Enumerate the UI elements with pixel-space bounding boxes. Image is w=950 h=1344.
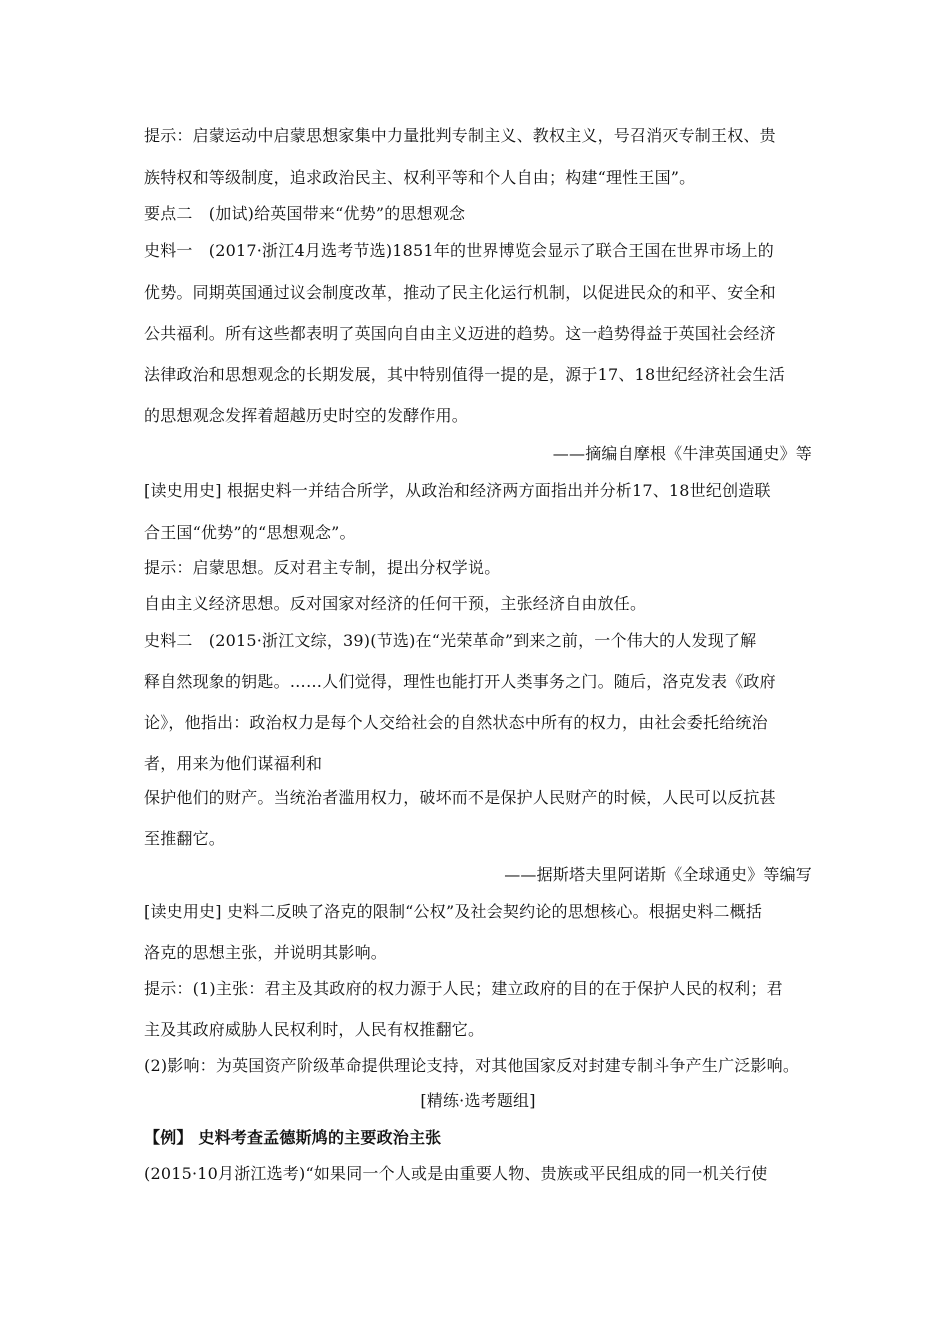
example-question-line: (2015·10月浙江选考)“如果同一个人或是由重要人物、贵族或平民组成的同一机关行使 [144, 1164, 768, 1183]
question-line: [读史用史] 根据史料一并结合所学，从政治和经济两方面指出并分析17、18世纪创造联 [144, 481, 771, 500]
hint-line: (2)影响：为英国资产阶级革命提供理论支持，对其他国家反对封建专制斗争产生广泛影响。 [144, 1056, 800, 1075]
citation: ——摘编自摩根《牛津英国通史》等 [552, 444, 812, 463]
source-material-line: 史料一 (2017·浙江4月选考节选)1851年的世界博览会显示了联合王国在世界市场上的 [144, 241, 774, 260]
source-material-line: 保护他们的财产。当统治者滥用权力，破坏而不是保护人民财产的时候，人民可以反抗甚 [144, 788, 776, 807]
source-material-line: 公共福利。所有这些都表明了英国向自由主义迈进的趋势。这一趋势得益于英国社会经济 [144, 324, 776, 343]
hint-line: 提示：启蒙思想。反对君主专制，提出分权学说。 [144, 558, 501, 577]
hint-line: 自由主义经济思想。反对国家对经济的任何干预，主张经济自由放任。 [144, 594, 647, 613]
source-material-line: 的思想观念发挥着超越历史时空的发酵作用。 [144, 406, 469, 425]
example-heading: 【例】 史料考查孟德斯鸠的主要政治主张 [144, 1128, 442, 1147]
source-material-line: 优势。同期英国通过议会制度改革，推动了民主化运行机制，以促进民众的和平、安全和 [144, 283, 776, 302]
hint-line: 提示：(1)主张：君主及其政府的权力源于人民；建立政府的目的在于保护人民的权利；君 [144, 979, 783, 998]
citation: ——据斯塔夫里阿诺斯《全球通史》等编写 [504, 865, 812, 884]
source-material-line: 法律政治和思想观念的长期发展，其中特别值得一提的是，源于17、18世纪经济社会生活 [144, 365, 785, 384]
source-material-line: 史料二 (2015·浙江文综，39)(节选)在“光荣革命”到来之前，一个伟大的人发现了解 [144, 631, 757, 650]
question-line: 合王国“优势”的“思想观念”。 [144, 523, 356, 542]
section-heading: 要点二 (加试)给英国带来“优势”的思想观念 [144, 204, 466, 223]
source-material-line: 至推翻它。 [144, 829, 226, 848]
source-material-line: 释自然现象的钥匙。……人们觉得，理性也能打开人类事务之门。随后，洛克发表《政府 [144, 672, 776, 691]
source-material-line: 论》，他指出：政治权力是每个人交给社会的自然状态中所有的权力，由社会委托给统治 [144, 713, 768, 732]
question-line: [读史用史] 史料二反映了洛克的限制“公权”及社会契约论的思想核心。根据史料二概括 [144, 902, 763, 921]
hint-line: 主及其政府威胁人民权利时，人民有权推翻它。 [144, 1020, 485, 1039]
hint-paragraph-line: 提示：启蒙运动中启蒙思想家集中力量批判专制主义、教权主义，号召消灭专制王权、贵 [144, 126, 776, 145]
hint-paragraph-line: 族特权和等级制度，追求政治民主、权利平等和个人自由；构建“理性王国”。 [144, 168, 696, 187]
question-line: 洛克的思想主张，并说明其影响。 [144, 943, 388, 962]
exercise-group-heading: [精练·选考题组] [420, 1091, 536, 1110]
source-material-line: 者，用来为他们谋福利和 [144, 754, 323, 773]
